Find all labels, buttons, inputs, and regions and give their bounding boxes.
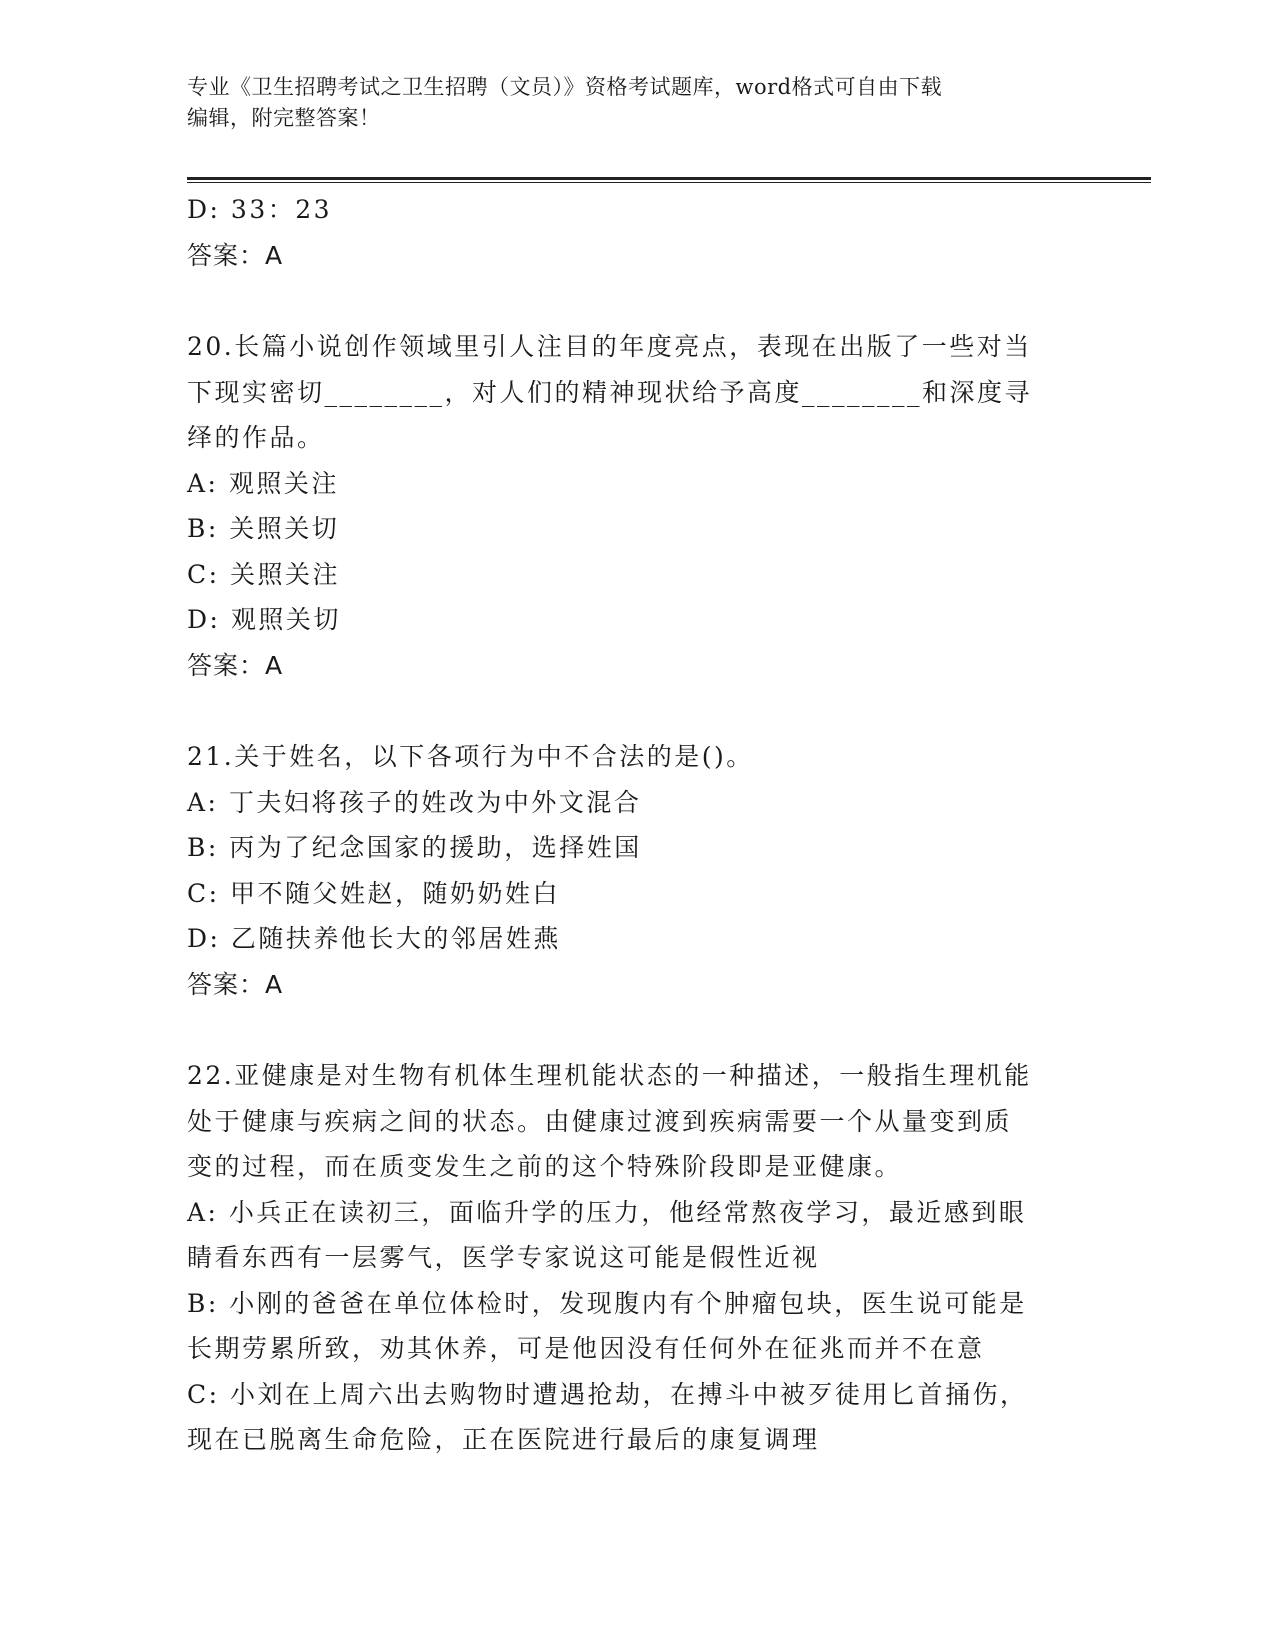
option-a: A: 小兵正在读初三，面临升学的压力，他经常熬夜学习，最近感到眼 [187,1197,1027,1227]
question-stem-line: 变的过程，而在质变发生之前的这个特殊阶段即是亚健康。 [187,1152,903,1181]
option-b: B: 丙为了纪念国家的援助，选择姓国 [187,833,642,862]
option-a: A: 观照关注 [187,468,339,498]
question-content [187,187,1087,1463]
question-stem-line: 绎的作品。 [187,423,325,452]
question-stem-line: 下现实密切________，对人们的精神现状给予高度________和深度寻 [187,377,1033,407]
answer: 答案：A [187,650,284,680]
header-rule-thick [187,177,1151,180]
question-stem-line: 21.关于姓名，以下各项行为中不合法的是()。 [187,742,754,771]
question-stem-line: 处于健康与疾病之间的状态。由健康过渡到疾病需要一个从量变到质 [187,1106,1013,1136]
header-rule-thin [187,182,1151,183]
option-b: B: 关照关切 [187,514,340,543]
question-stem-line: 20.长篇小说创作领域里引人注目的年度亮点，表现在出版了一些对当 [187,332,1032,361]
header-line-2: 编辑，附完整答案！ [187,106,381,130]
option-c: C: 小刘在上周六出去购物时遭遇抢劫，在搏斗中被歹徒用匕首捅伤， [187,1379,1028,1409]
option-d: D: 观照关切 [187,605,341,634]
option-d: D: 33：23 [187,195,333,224]
option-a: A: 丁夫妇将孩子的姓改为中外文混合 [187,787,642,817]
header-line-1: 专业《卫生招聘考试之卫生招聘（文员）》资格考试题库，word格式可自由下载 [187,75,943,99]
question-19-tail [187,187,1087,278]
option-a-continued: 睛看东西有一层雾气，医学专家说这可能是假性近视 [187,1243,820,1272]
answer: 答案：A [187,240,284,270]
option-d: D: 乙随扶养他长大的邻居姓燕 [187,924,561,953]
page-header [187,72,1067,134]
question-22 [187,1053,1087,1463]
question-stem-line: 22.亚健康是对生物有机体生理机能状态的一种描述，一般指生理机能 [187,1061,1032,1090]
answer: 答案：A [187,969,284,999]
question-21 [187,734,1087,1007]
option-b: B: 小刚的爸爸在单位体检时，发现腹内有个肿瘤包块，医生说可能是 [187,1288,1027,1318]
spacer [187,1007,1087,1053]
spacer [187,688,1087,734]
option-b-continued: 长期劳累所致，劝其休养，可是他因没有任何外在征兆而并不在意 [187,1334,985,1363]
option-c-continued: 现在已脱离生命危险，正在医院进行最后的康复调理 [187,1425,820,1454]
option-c: C: 甲不随父姓赵，随奶奶姓白 [187,878,560,908]
spacer [187,278,1087,324]
question-20 [187,324,1087,688]
option-c: C: 关照关注 [187,559,340,589]
